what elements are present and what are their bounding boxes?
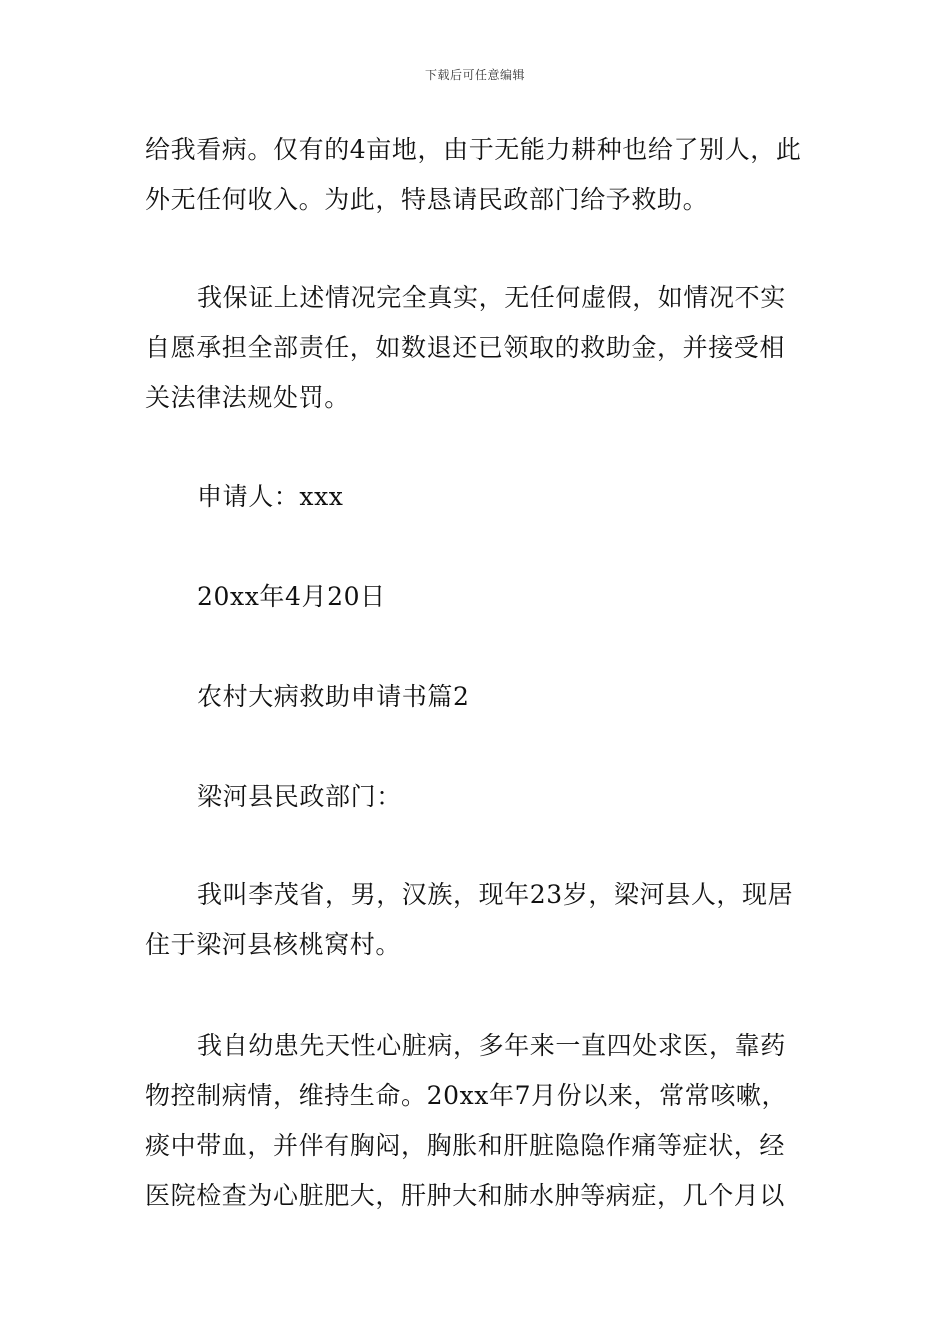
section-title-text: 农村大病救助申请书篇2	[197, 682, 470, 711]
paragraph-line: 住于梁河县核桃窝村。	[145, 930, 402, 959]
date-line	[145, 572, 810, 622]
paragraph-line: 医院检查为心脏肥大，肝肿大和肺水肿等病症，几个月以	[145, 1181, 786, 1210]
date-text: 20xx年4月20日	[197, 582, 386, 611]
applicant-text: 申请人：xxx	[197, 482, 344, 511]
paragraph-line: 我保证上述情况完全真实，无任何虚假，如情况不实	[197, 283, 786, 312]
addressee-line	[145, 772, 810, 822]
applicant-line	[145, 472, 810, 522]
paragraph-line: 物控制病情，维持生命。20xx年7月份以来，常常咳嗽，	[145, 1081, 788, 1110]
paragraph-1	[145, 125, 810, 225]
paragraph-line: 痰中带血，并伴有胸闷，胸胀和肝脏隐隐作痛等症状，经	[145, 1131, 786, 1160]
paragraph-2	[145, 273, 810, 423]
paragraph-line: 自愿承担全部责任，如数退还已领取的救助金，并接受相	[145, 333, 786, 362]
header-note: 下载后可任意编辑	[424, 68, 525, 82]
paragraph-line: 我叫李茂省，男，汉族，现年23岁，梁河县人，现居	[197, 880, 794, 909]
paragraph-line: 给我看病。仅有的4亩地，由于无能力耕种也给了别人，此	[145, 135, 802, 164]
paragraph-line: 外无任何收入。为此，特恳请民政部门给予救助。	[145, 185, 709, 214]
paragraph-line: 关法律法规处罚。	[145, 383, 350, 412]
paragraph-4	[145, 1021, 810, 1221]
paragraph-3	[145, 870, 810, 970]
addressee-text: 梁河县民政部门：	[197, 782, 402, 811]
section-title	[145, 672, 810, 722]
paragraph-line: 我自幼患先天性心脏病，多年来一直四处求医，靠药	[197, 1031, 786, 1060]
